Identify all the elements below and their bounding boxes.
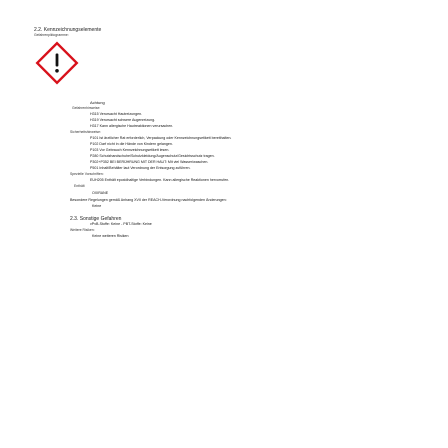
special-rules-text: EUH205 Enthält epoxidhaltige Verbindungen. Kann allergische Reaktionen hervorrufen. — [90, 178, 230, 182]
other-hazards-title: 2.3. Sonstige Gefahren — [70, 216, 122, 222]
precautionary-statement-p501: P501 Inhalt/Behälter laut Verordnung der Entsorgung zuführen. — [90, 166, 191, 170]
precautionary-statement-p302-p352: P302+P352 BEI BERÜHRUNG MIT DER HAUT: Mit viel Wasser/waschen. — [90, 160, 209, 164]
special-regulations-label: Besondere Regelungen gemäß Anhang XVII der REACH-Verordnung nachfolgenden Änderungen: — [70, 198, 227, 202]
vpvb-text: vPvB-Stoffe: Keine - PBT-Stoffe: Keine — [90, 222, 152, 226]
further-risks-label: Weitere Risiken: — [70, 228, 95, 232]
precautionary-statement-p101: P101 Ist ärztlicher Rat erforderlich, Verpackung oder Kennzeichnungsetikett bereithalten. — [90, 136, 232, 140]
further-risks-value: Keine weiteren Risiken — [92, 234, 129, 238]
pictograms-label: Gefahrenpiktogramme: — [34, 33, 69, 37]
contains-label: Enthält — [74, 184, 85, 188]
contains-text: OXIRANE — [92, 191, 109, 195]
hazard-statement-h319: H319 Verursacht schwere Augenreizung. — [90, 118, 156, 122]
hazard-statement-h317: H317 Kann allergische Hautreaktionen verursachen. — [90, 124, 174, 128]
special-rules-label: Spezielle Vorschriften: — [70, 172, 104, 176]
hazard-statement-h315: H315 Verursacht Hautreizungen. — [90, 112, 143, 116]
ghs07-exclamation-mark-icon — [34, 40, 80, 86]
signal-word: Achtung — [90, 100, 105, 105]
precautionary-statement-p103: P103 Vor Gebrauch Kennzeichnungsetikett lesen. — [90, 148, 170, 152]
special-regulations-value: Keine — [92, 204, 102, 208]
precautionary-statement-p280: P280 Schutzhandschuhe/Schutzkleidung/Augenschutz/Gesichtsschutz tragen. — [90, 154, 215, 158]
precautionary-statement-p102: P102 Darf nicht in die Hände von Kindern gelangen. — [90, 142, 173, 146]
hazard-statements-label: Gefahrenhinweise: — [72, 106, 101, 110]
precautionary-label: Sicherheitshinweise: — [70, 130, 101, 134]
section-title: 2.2. Kennzeichnungselemente — [34, 27, 102, 33]
